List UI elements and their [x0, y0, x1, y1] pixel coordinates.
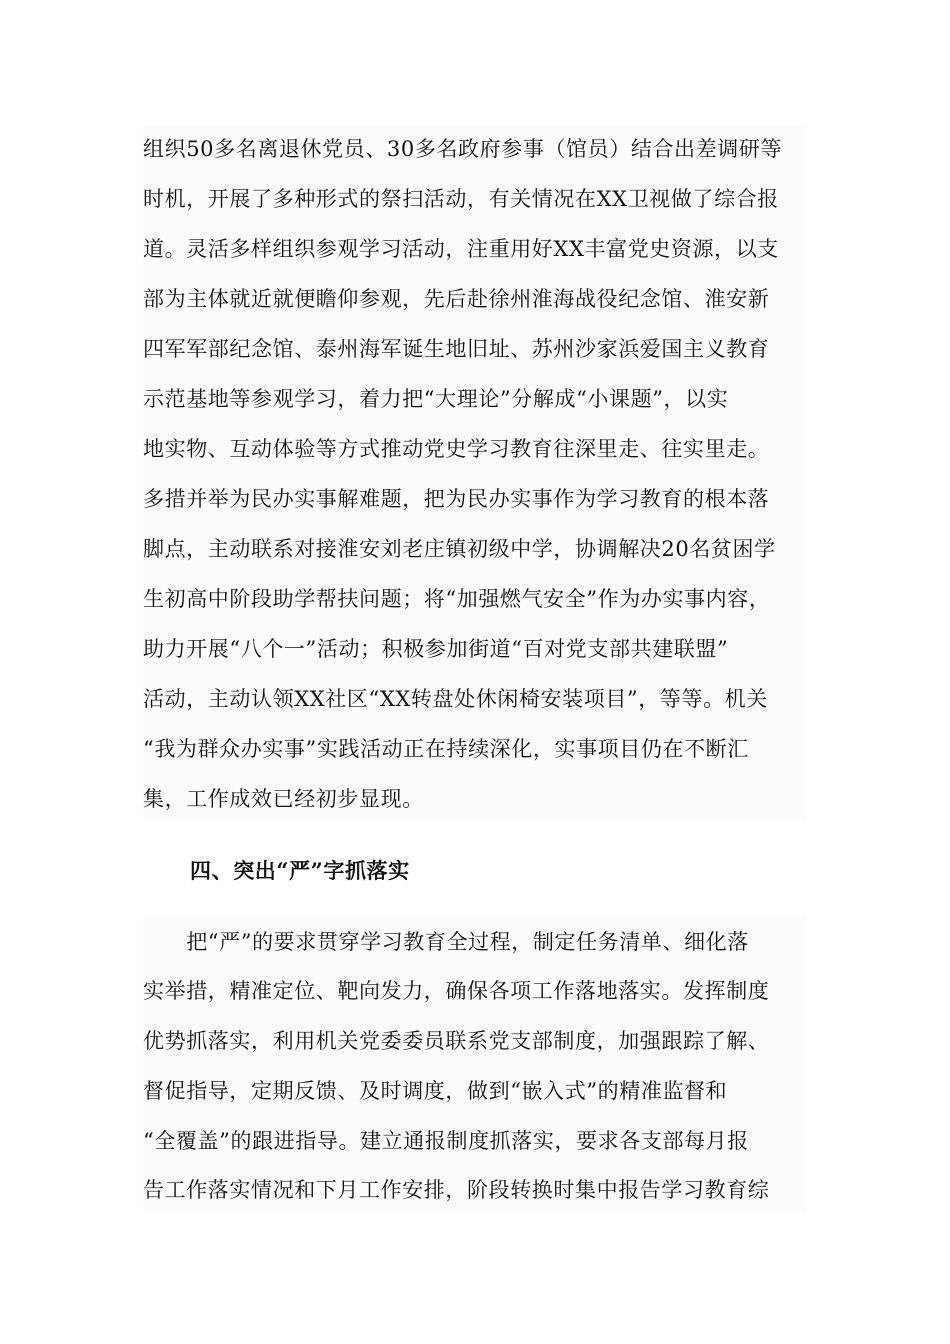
body-line: 生初高中阶段助学帮扶问题；将“加强燃气安全”作为办实事内容， [143, 587, 771, 611]
body-line: 道。灵活多样组织参观学习活动，注重用好XX丰富党史资源，以支 [143, 237, 779, 261]
body-line: 多措并举为民办实事解难题，把为民办实事作为学习教育的根本落 [143, 487, 770, 511]
section-heading: 四、突出“严”字抓落实 [190, 858, 410, 883]
text-block-bottom [143, 915, 806, 1213]
body-line: “全覆盖”的跟进指导。建立通报制度抓落实，要求各支部每月报 [143, 1129, 749, 1153]
text-block-top [143, 126, 806, 820]
body-line: 时机，开展了多种形式的祭扫活动，有关情况在XX卫视做了综合报 [143, 187, 779, 211]
body-line: 实举措，精准定位、靶向发力，确保各项工作落地落实。发挥制度 [143, 979, 770, 1003]
body-line: 部为主体就近就便瞻仰参观，先后赴徐州淮海战役纪念馆、淮安新 [143, 287, 770, 311]
body-line: 督促指导，定期反馈、及时调度，做到“嵌入式”的精准监督和 [143, 1079, 728, 1103]
body-line: “我为群众办实事”实践活动正在持续深化，实事项目仍在不断汇 [143, 737, 749, 761]
body-line: 四军军部纪念馆、泰州海军诞生地旧址、苏州沙家浜爱国主义教育 [143, 337, 770, 361]
body-line: 告工作落实情况和下月工作安排，阶段转换时集中报告学习教育综 [143, 1178, 770, 1202]
body-line: 集，工作成效已经初步显现。 [143, 787, 424, 811]
body-line: 脚点，主动联系对接淮安刘老庄镇初级中学，协调解决20名贫困学 [143, 537, 776, 561]
body-line: 组织50多名离退休党员、30多名政府参事（馆员）结合出差调研等 [143, 137, 783, 161]
body-line: 助力开展“八个一”活动；积极参加街道“百对党支部共建联盟” [143, 637, 729, 661]
body-line: 地实物、互动体验等方式推动党史学习教育往深里走、往实里走。 [143, 437, 770, 461]
body-line: 活动，主动认领XX社区“XX转盘处休闲椅安装项目”，等等。机关 [143, 687, 768, 711]
body-line: 示范基地等参观学习，着力把“大理论”分解成“小课题”，以实 [143, 387, 729, 411]
body-line: 优势抓落实，利用机关党委委员联系党支部制度，加强跟踪了解、 [143, 1029, 770, 1053]
body-line: 把“严”的要求贯穿学习教育全过程，制定任务清单、细化落 [143, 930, 749, 954]
